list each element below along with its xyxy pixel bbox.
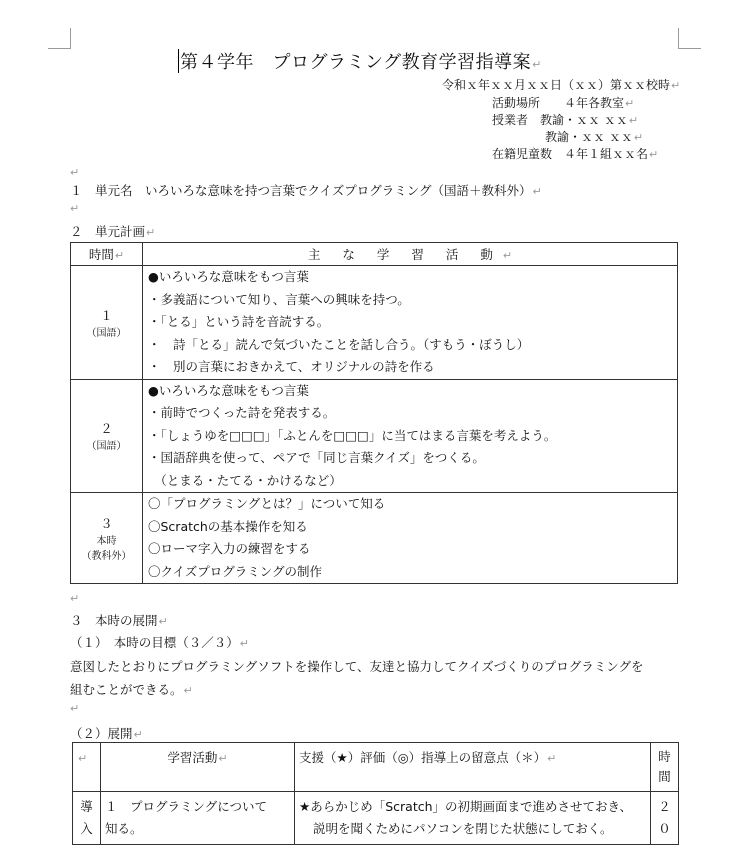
dev-row-introduction — [73, 792, 679, 845]
section-2-unit-plan: ２ 単元計画↵ — [70, 224, 156, 239]
plan-row-3 — [71, 493, 678, 584]
dev-phase-cell: 導 入 — [73, 792, 101, 845]
goal-text-line-1: 意図したとおりにプログラミングソフトを操作して、友達と協力してクイズづくりのプログラミングを — [70, 659, 644, 674]
plan-header-time: 時間↵ — [71, 243, 143, 266]
plan-time-cell: ２ （国語） — [71, 379, 143, 493]
page-corner-mark-left — [48, 28, 71, 49]
plan-header-activity: 主 な 学 習 活 動↵ — [143, 243, 678, 266]
header-students-line: 在籍児童数 ４年１組ｘｘ名↵ — [492, 147, 659, 161]
dev-support-cell: ★あらかじめ「Scratch」の初期画面まで進めさせておき、 説明を聞くためにパソコンを閉じた状態にしておく。 — [295, 792, 651, 845]
plan-row-2 — [71, 379, 678, 493]
paragraph-mark: ↵ — [532, 58, 542, 71]
plan-activity-cell: ●いろいろな意味をもつ言葉 ・前時でつくった詩を発表する。 ・「しょうゆを□□□」「ふとんを□□□」に当てはまる言葉を考えよう。 ・国語辞典を使って、ペアで「同じ言葉クイズ」をつくる。 （とまる・たてる・かけるなど） — [143, 379, 678, 493]
goal-heading: （１） 本時の目標（３／３）↵ — [70, 635, 249, 650]
plan-activity-cell: ●いろいろな意味をもつ言葉 ・多義語について知り、言葉への興味を持つ。 ・「とる」という詩を音読する。 ・ 詩「とる」読んで気づいたことを話し合う。（すもう・ぼうし） ・ 別の言葉におきかえて、オリジナルの詩を作る — [143, 266, 678, 380]
plan-row-1 — [71, 266, 678, 380]
header-location-line: 活動場所 ４年各教室↵ — [492, 96, 635, 110]
plan-header-row — [71, 243, 678, 266]
page-corner-mark-right — [678, 28, 701, 49]
dev-activity-cell: １ プログラミングについて 知る。 — [101, 792, 295, 845]
paragraph-mark: ↵ — [70, 592, 80, 605]
plan-time-cell: １ （国語） — [71, 266, 143, 380]
paragraph-mark: ↵ — [70, 702, 80, 715]
section-1-unit-name: １ 単元名 いろいろな意味を持つ言葉でクイズプログラミング（国語＋教科外）↵ — [70, 183, 542, 198]
dev-header-activity: 学習活動↵ — [101, 743, 295, 792]
title-text: 第４学年 プログラミング教育学習指導案 — [180, 52, 532, 73]
header-teacher2-line: 教諭・ｘｘ ｘｘ↵ — [545, 130, 644, 144]
plan-activity-cell: 〇「プログラミングとは？」について知る 〇Scratchの基本操作を知る 〇ローマ字入力の練習をする 〇クイズプログラミングの制作 — [143, 493, 678, 584]
dev-header-time: 時 間 — [651, 743, 679, 792]
paragraph-mark: ↵ — [70, 202, 80, 215]
development-heading: （２）展開↵ — [70, 726, 143, 741]
dev-time-cell: ２ ０ — [651, 792, 679, 845]
dev-header-phase: ↵ — [73, 743, 101, 792]
plan-time-cell: ３ 本時 （教科外） — [71, 493, 143, 584]
lesson-development-table — [72, 742, 679, 845]
dev-header-row — [73, 743, 679, 792]
document-title — [180, 48, 542, 74]
dev-header-support: 支援（★）評価（◎）指導上の留意点（＊）↵ — [295, 743, 651, 792]
paragraph-mark: ↵ — [70, 166, 80, 179]
unit-plan-table — [70, 242, 678, 584]
section-3-lesson-flow: ３ 本時の展開↵ — [70, 613, 168, 628]
header-date-line: 令和ｘ年ｘｘ月ｘｘ日（ｘｘ）第ｘｘ校時↵ — [442, 78, 681, 92]
goal-text-line-2: 組むことができる。↵ — [70, 682, 193, 697]
header-teacher-line: 授業者 教諭・ｘｘ ｘｘ↵ — [492, 113, 639, 127]
